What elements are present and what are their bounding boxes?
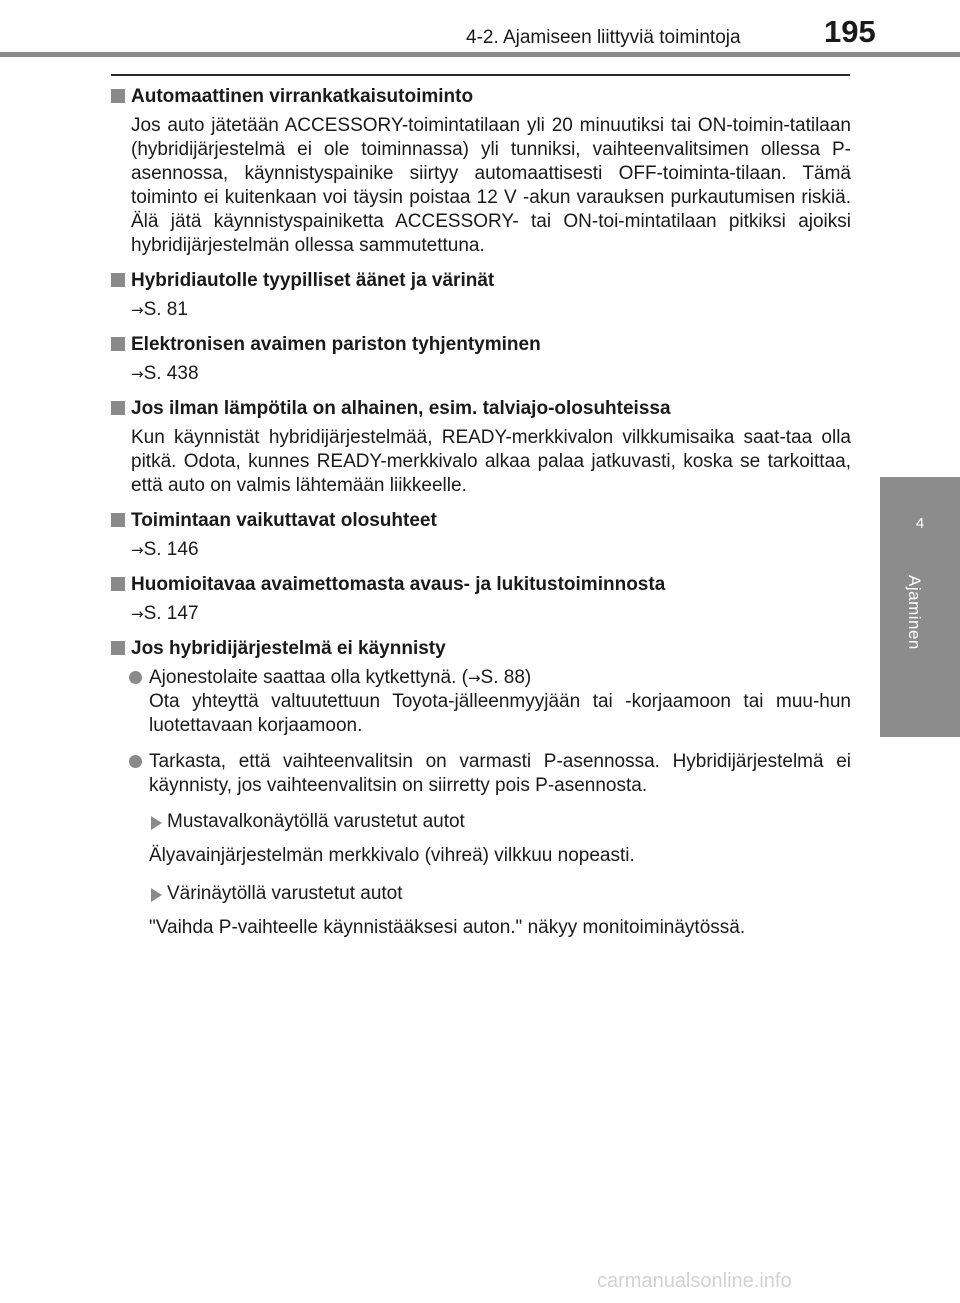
- list-item: [111, 750, 851, 798]
- sub-text-monochrome: Älyavainjärjestelmän merkkivalo (vihreä) vilkkuu nopeasti.: [149, 845, 635, 866]
- square-bullet-icon: [111, 273, 125, 287]
- section-heading: Jos hybridijärjestelmä ei käynnisty: [111, 637, 851, 661]
- page-reference-link[interactable]: →S. 438: [131, 363, 199, 384]
- header-section-label: 4-2. Ajamiseen liittyviä toimintoja: [466, 27, 741, 48]
- bullet-first-line: Ajonestolaite saattaa olla kytkettynä. (→S. 88): [149, 667, 532, 688]
- page-content: [111, 85, 851, 954]
- round-bullet-icon: [129, 671, 142, 684]
- arrow-right-icon: →: [131, 605, 144, 623]
- page-reference-link[interactable]: →S. 81: [131, 299, 188, 320]
- section-low-temperature: [111, 397, 851, 498]
- section-auto-power-off: [111, 85, 851, 258]
- page-number: 195: [824, 14, 876, 49]
- arrow-right-icon: →: [467, 669, 481, 687]
- page-reference-link[interactable]: →S. 147: [131, 603, 199, 624]
- header-divider: [0, 52, 960, 57]
- section-heading: Elektronisen avaimen pariston tyhjentyminen: [111, 333, 851, 357]
- section-heading: Hybridiautolle tyypilliset äänet ja värinät: [111, 269, 851, 293]
- triangle-right-icon: [151, 816, 162, 830]
- sub-heading-color: Värinäytöllä varustetut autot: [111, 882, 851, 906]
- section-body: Jos auto jätetään ACCESSORY-toimintatilaan yli 20 minuutiksi tai ON-toimin-tatilaan (hybridijärjestelmä ei ole toiminnassa) yli tunniksi, vaihteenvalitsimen ollessa P-asennossa, käynnistyspainike siirtyy automaattisesti OFF-toiminta-tilaan. Tämä toiminto ei kuitenkaan voi täysin poistaa 12 V -akun varauksen purkautumisen riskiä. Älä jätä käynnistyspainiketta ACCESSORY- tai ON-toi-mintatilaan pitkiksi ajoiksi hybridijärjestelmän ollessa sammutettuna.: [131, 115, 851, 256]
- square-bullet-icon: [111, 641, 125, 655]
- section-hybrid-sounds: [111, 269, 851, 322]
- square-bullet-icon: [111, 337, 125, 351]
- bullet-text: Tarkasta, että vaihteenvalitsin on varmasti P-asennossa. Hybridijärjestelmä ei käynnisty, jos vaihteenvalitsin on siirretty pois P-asennosta.: [149, 751, 851, 796]
- arrow-right-icon: →: [131, 365, 144, 383]
- section-hybrid-no-start: [111, 637, 851, 940]
- sub-heading-monochrome: Mustavalkonäytöllä varustetut autot: [111, 810, 851, 834]
- list-item: [111, 666, 851, 738]
- triangle-right-icon: [151, 888, 162, 902]
- section-heading: Toimintaan vaikuttavat olosuhteet: [111, 509, 851, 533]
- square-bullet-icon: [111, 577, 125, 591]
- chapter-number: 4: [915, 515, 925, 532]
- chapter-side-tab[interactable]: [880, 477, 960, 737]
- square-bullet-icon: [111, 89, 125, 103]
- page-reference-link[interactable]: →S. 146: [131, 539, 199, 560]
- section-operating-conditions: [111, 509, 851, 562]
- page-reference-link[interactable]: →S. 88: [467, 667, 525, 688]
- section-key-battery: [111, 333, 851, 386]
- content-top-divider: [111, 74, 850, 76]
- section-heading: Jos ilman lämpötila on alhainen, esim. talviajo-olosuhteissa: [111, 397, 851, 421]
- arrow-right-icon: →: [131, 301, 144, 319]
- section-smart-entry-notes: [111, 573, 851, 626]
- square-bullet-icon: [111, 513, 125, 527]
- arrow-right-icon: →: [131, 541, 144, 559]
- square-bullet-icon: [111, 401, 125, 415]
- chapter-label: Ajaminen: [905, 575, 924, 650]
- round-bullet-icon: [129, 755, 142, 768]
- bullet-second-line: Ota yhteyttä valtuutettuun Toyota-jälleenmyyjään tai -korjaamoon tai muu-hun luotettavaan korjaamoon.: [149, 691, 851, 736]
- sub-text-color: "Vaihda P-vaihteelle käynnistääksesi auton." näkyy monitoiminäytössä.: [149, 917, 746, 938]
- section-heading: Huomioitavaa avaimettomasta avaus- ja lukitustoiminnosta: [111, 573, 851, 597]
- section-heading: Automaattinen virrankatkaisutoiminto: [111, 85, 851, 109]
- section-body: Kun käynnistät hybridijärjestelmää, READY-merkkivalon vilkkumisaika saat-taa olla pitkä. Odota, kunnes READY-merkkivalo alkaa palaa jatkuvasti, koska se tarkoittaa, että auto on valmis lähtemään liikkeelle.: [131, 427, 851, 496]
- watermark-text: carmanualsonline.info: [597, 1270, 792, 1292]
